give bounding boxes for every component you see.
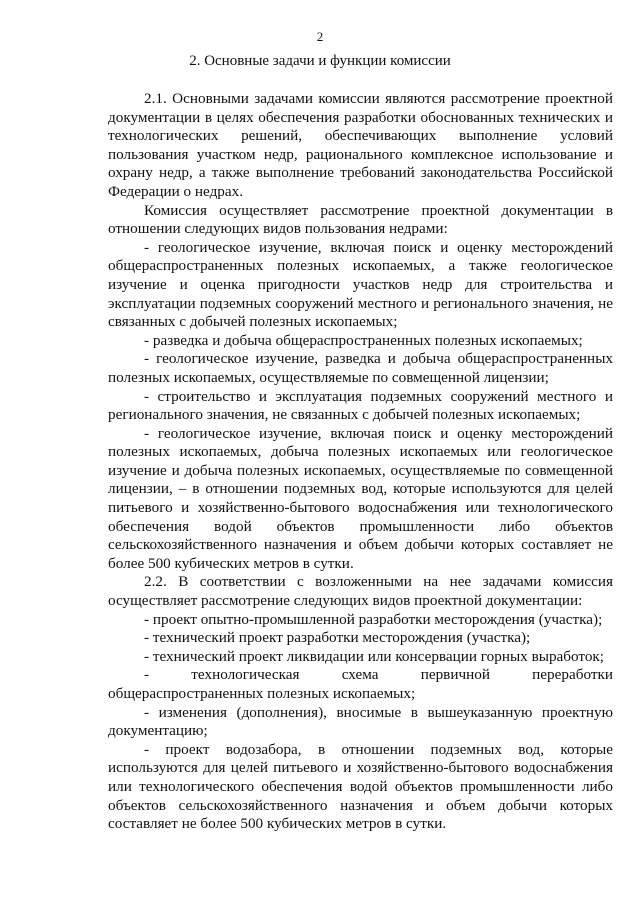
page-number: 2	[316, 29, 324, 44]
list-item-underground-structures: - строительство и эксплуатация подземных сооружений местного и регионального значения, не связанных с добычей полезных ископаемых;	[108, 387, 613, 424]
list-item-groundwater-use: - геологическое изучение, включая поиск и оценку месторождений полезных ископаемых, добыча полезных ископаемых или геологическое изучение и добыча полезных ископаемых, осуществляемые по совмещенной лицензии, – в отношении подземных вод, которые используются для целей питьевого и хозяйственно-бытового водоснабжения или технологического обеспечения водой объектов промышленности либо объектов сельскохозяйственного назначения и объем добычи которых составляет не более 500 кубических метров в сутки.	[108, 424, 613, 572]
list-item-technical-development-project: - технический проект разработки месторождения (участка);	[144, 629, 531, 647]
list-item-liquidation-conservation-project: - технический проект ликвидации или консервации горных выработок;	[144, 647, 605, 665]
list-item-geological-study-common-minerals: - геологическое изучение, включая поиск и оценку месторождений общераспространенных полезных ископаемых, а также геологическое изучение и оценка пригодности участков недр для строительства и эксплуатации подземных сооружений местного и регионального значения, не связанных с добычей полезных ископаемых;	[108, 238, 613, 331]
paragraph-commission-review-scope: Комиссия осуществляет рассмотрение проектной документации в отношении следующих видов пользования недрами:	[108, 201, 613, 238]
list-item-combined-license-extraction: - геологическое изучение, разведка и добыча общераспространенных полезных ископаемых, осуществляемые по совмещенной лицензии;	[108, 350, 613, 386]
document-body	[108, 90, 613, 834]
paragraph-2-1-main-tasks: 2.1. Основными задачами комиссии являются рассмотрение проектной документации в целях обеспечения разработки обоснованных технических и технологических решений, обеспечивающих выполнение условий пользования участком недр, рационального комплексное использование и охрану недр, а также выполнение требований законодательства Российской Федерации о недрах.	[108, 90, 613, 200]
list-item-exploration-and-extraction: - разведка и добыча общераспространенных полезных ископаемых;	[144, 331, 583, 349]
list-item-documentation-amendments: - изменения (дополнения), вносимые в вышеуказанную проектную документацию;	[108, 703, 613, 740]
paragraph-2-2-project-documentation: 2.2. В соответствии с возложенными на нее задачами комиссия осуществляет рассмотрение следующих видов проектной документации:	[108, 573, 613, 610]
list-item-pilot-development-project: - проект опытно-промышленной разработки месторождения (участка);	[144, 610, 603, 628]
section-title: 2. Основные задачи и функции комиссии	[189, 53, 451, 69]
list-item-processing-technology-scheme: - технологическая схема первичной переработки общераспространенных полезных ископаемых;	[108, 666, 613, 702]
list-item-water-intake-project: - проект водозабора, в отношении подземных вод, которые используются для целей питьевого и хозяйственно-бытового водоснабжения или технологического обеспечения водой объектов промышленности либо объектов сельскохозяйственного назначения и объем добычи которых составляет не более 500 кубических метров в сутки.	[108, 740, 613, 833]
